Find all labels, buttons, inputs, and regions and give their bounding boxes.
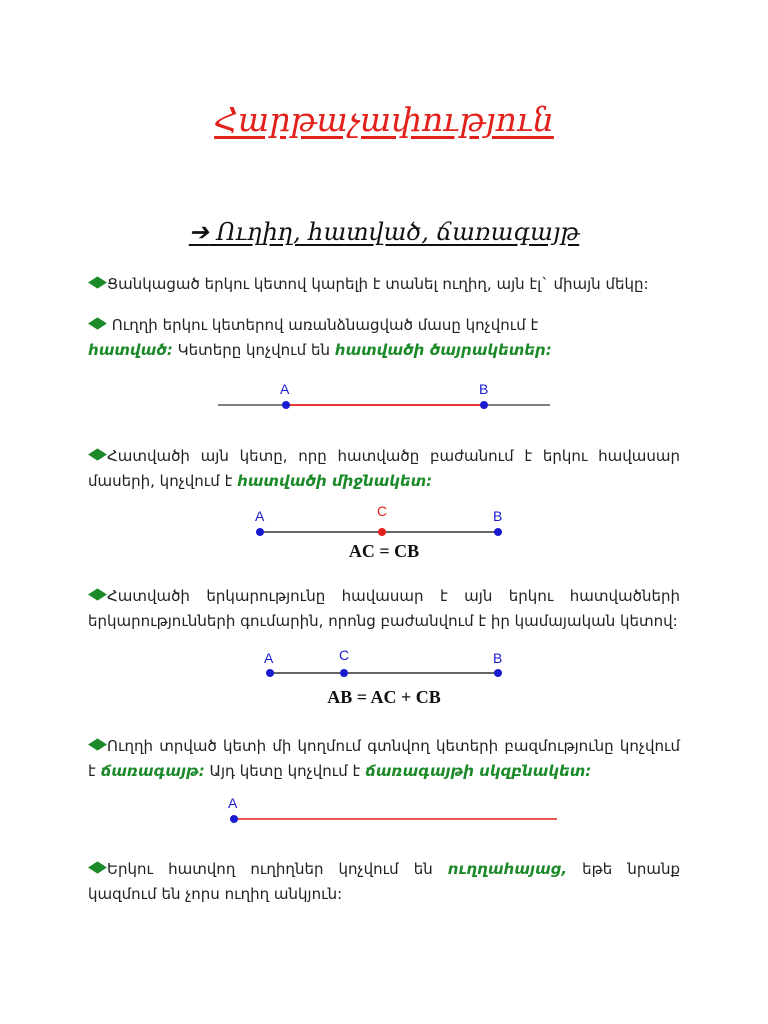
figure-midpoint [248,502,528,542]
paragraph-perpendicular [88,857,680,907]
point-c [340,669,348,677]
label-a: A [280,381,290,397]
paragraph-segment-definition [88,313,608,363]
point-a [230,815,238,823]
term-segment-endpoints: հատվածի ծայրակետեր: [334,341,552,359]
point-a [256,528,264,536]
term-perpendicular: ուղղահայաց, [447,860,568,878]
paragraph-text: Ցանկացած երկու կետով կարելի է տանել ուղիղ, այն էլ` միայն մեկը: [107,275,649,293]
label-b: B [493,650,503,666]
term-ray-origin: ճառագայթի սկզբնակետ: [365,762,592,780]
label-a: A [228,795,238,811]
figure-ray [224,794,564,828]
point-c [378,528,386,536]
point-b [494,669,502,677]
paragraph-line-through-points [88,272,680,297]
paragraph-ray-definition [88,734,680,784]
point-a [266,669,274,677]
equation-midpoint: AC = CB [348,541,420,561]
term-midpoint: հատվածի միջնակետ: [237,472,433,490]
term-segment: հատված: [88,341,173,359]
point-b [494,528,502,536]
paragraph-text: Ուղղի երկու կետերով առանձնացված մասը կոչվում է [111,316,539,334]
bullet-diamond-icon [88,276,107,288]
bullet-diamond-icon [88,738,107,750]
page-title: Հարթաչափություն [214,100,554,139]
paragraph-midpoint-definition [88,444,680,494]
paragraph-text: Հատվածի երկարությունը հավասար է այն երկու հատվածների երկարությունների գումարին, որոնց բաժանվում է իր կամայական կետով: [88,587,680,630]
bullet-diamond-icon [88,861,107,873]
paragraph-text: եթե նրանք կազմում են չորս ուղիղ անկյուն: [88,860,680,903]
bullet-diamond-icon [88,448,107,460]
term-ray: ճառագայթ: [100,762,205,780]
equation-sum: AB = AC + CB [327,687,441,707]
bullet-diamond-icon [88,317,107,329]
paragraph-text: Կետերը կոչվում են [172,341,335,359]
paragraph-text: Ուղղի տրված կետի մի կողմում գտնվող կետերի բազմությունը կոչվում է [88,737,680,780]
label-a: A [255,508,265,524]
paragraph-text: Այդ կետը կոչվում է [204,762,366,780]
paragraph-segment-length [88,584,680,634]
label-a: A [264,650,274,666]
section-heading [0,218,768,246]
point-a [282,401,290,409]
label-b: B [493,508,503,524]
bullet-diamond-icon [88,588,107,600]
label-b: B [479,381,489,397]
label-c: C [339,647,350,663]
figure-segment-ab [210,378,560,418]
label-c: C [377,503,388,519]
section-heading-text: Ուղիղ, հատված, ճառագայթ [216,218,580,246]
figure-segment-sum [256,645,516,685]
paragraph-text: Երկու հատվող ուղիղներ կոչվում են [107,860,448,878]
paragraph-text: Հատվածի այն կետը, որը հատվածը բաժանում է երկու հավասար մասերի, կոչվում է [88,447,680,490]
point-b [480,401,488,409]
arrow-right-icon: ➔ [188,218,209,246]
